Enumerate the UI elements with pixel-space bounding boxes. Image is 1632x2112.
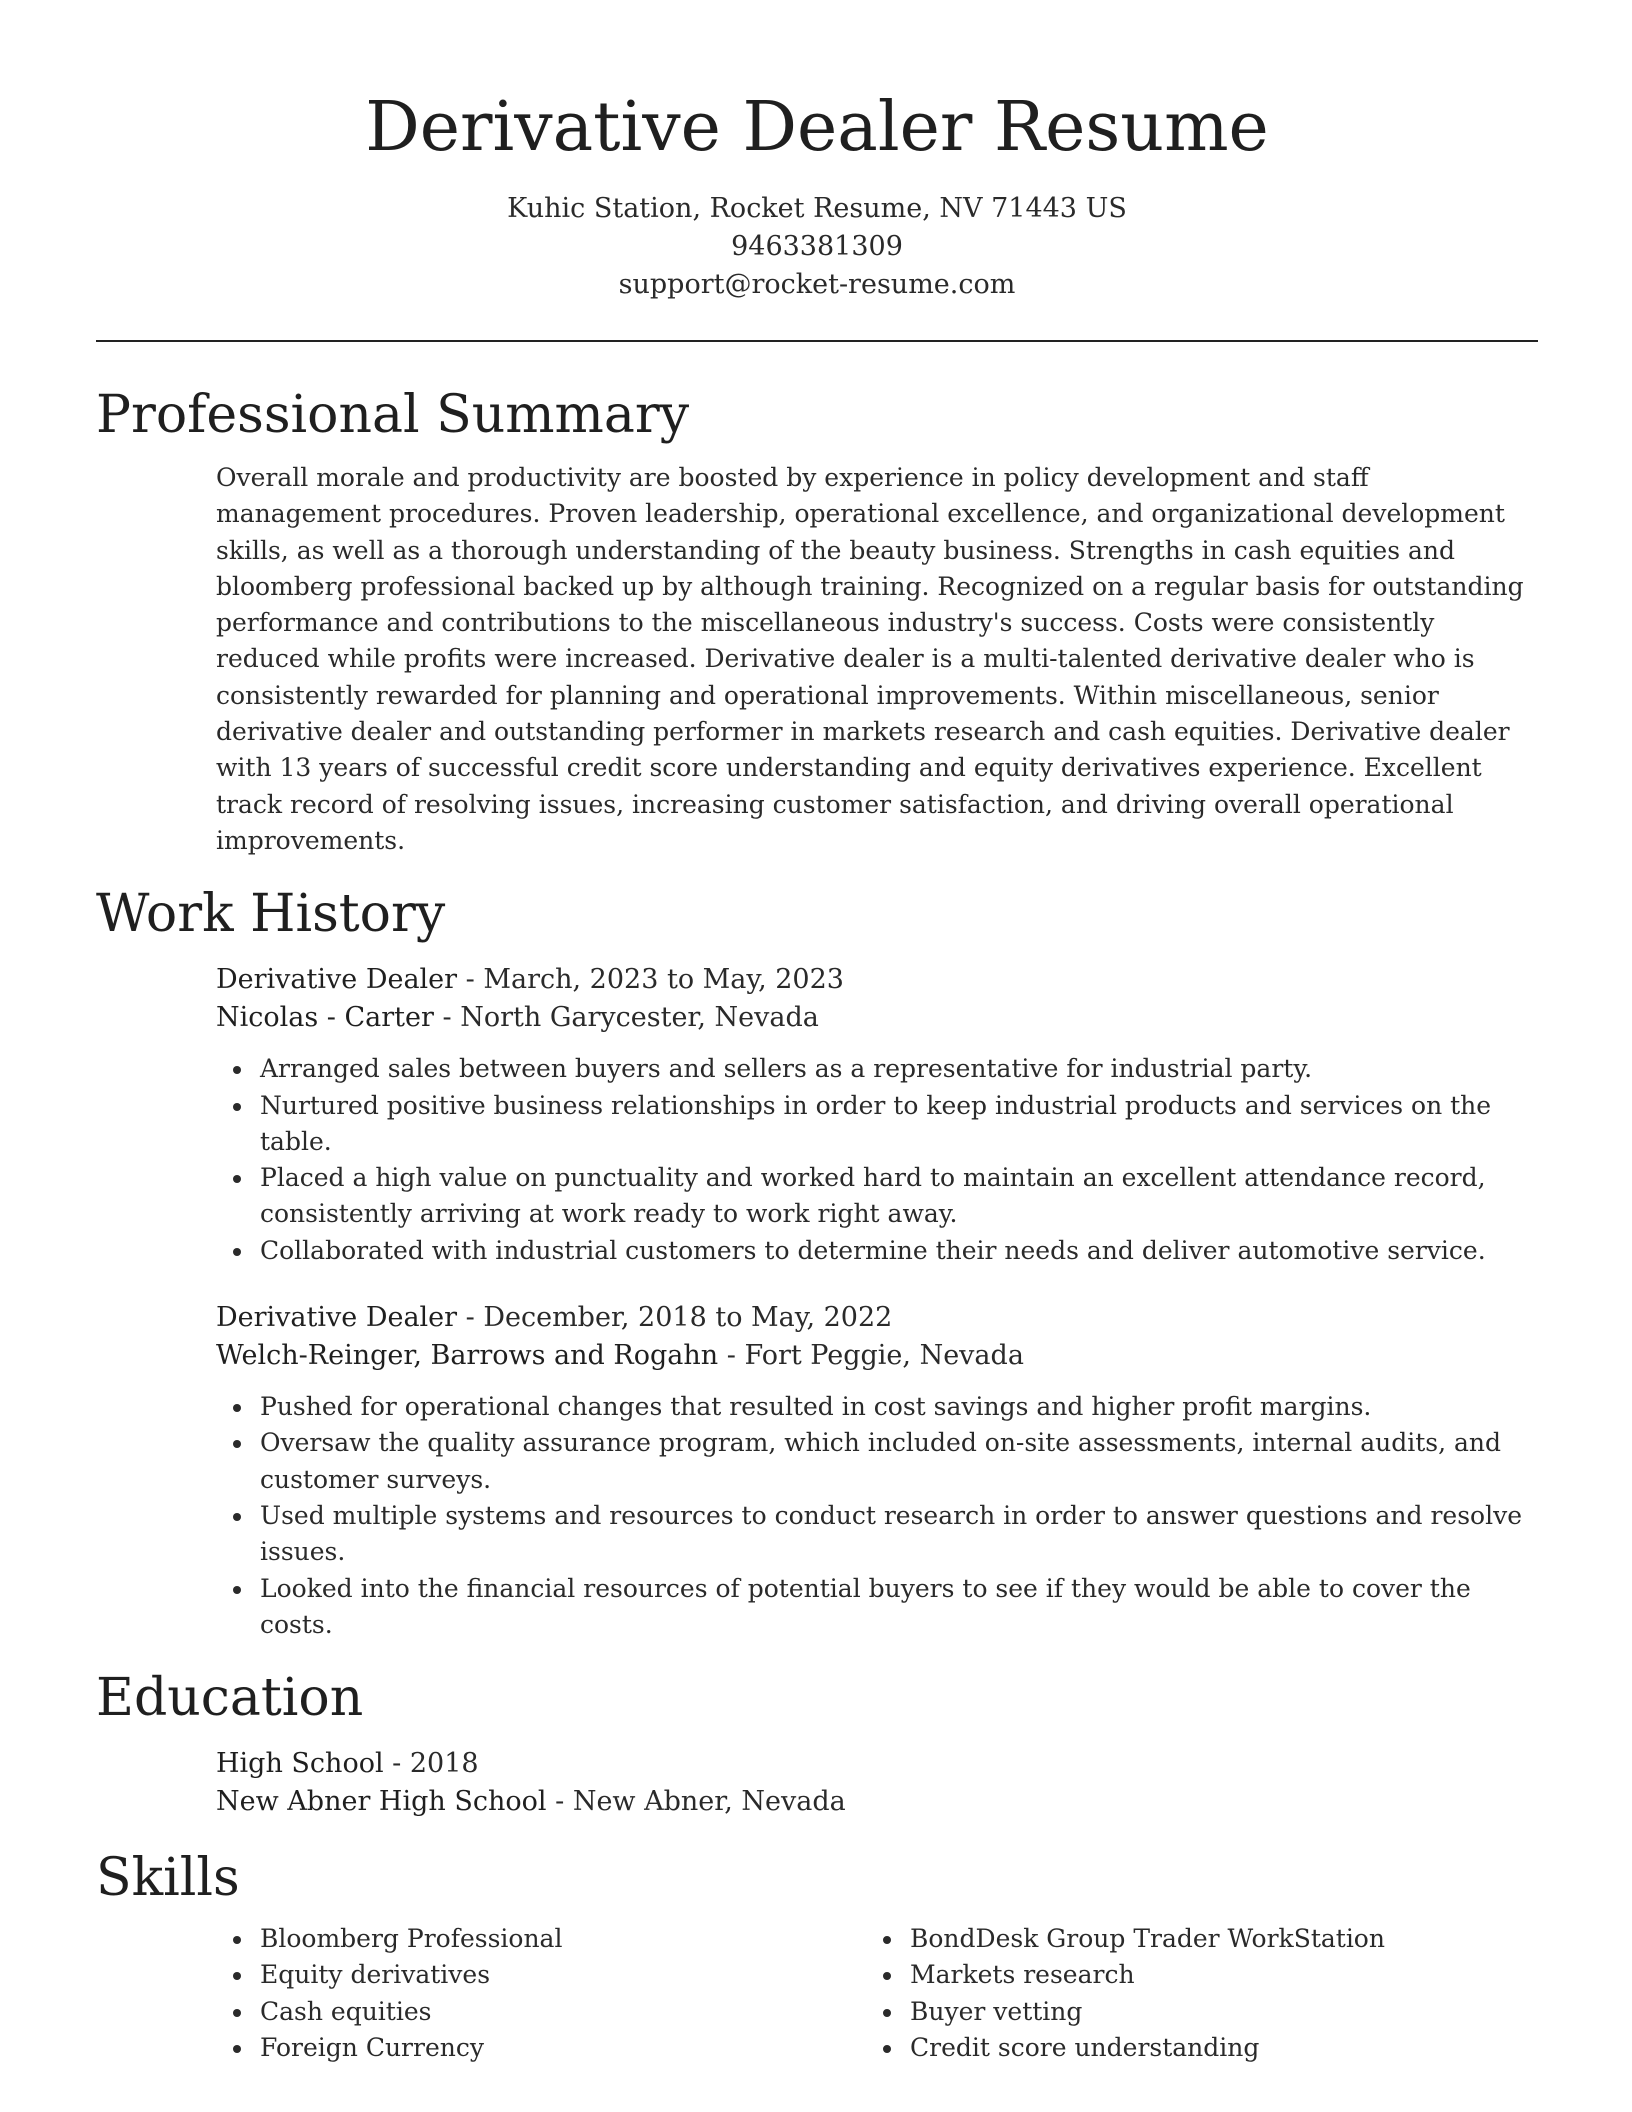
list-item: Collaborated with industrial customers to determine their needs and deliver automotive service. (216, 1233, 1538, 1269)
education-heading: Education (96, 1668, 364, 1729)
list-item: Oversaw the quality assurance program, which included on-site assessments, internal audits, and customer surveys. (216, 1425, 1538, 1498)
skill-item: Cash equities (216, 1994, 866, 2030)
work-heading: Work History (96, 884, 446, 945)
education-entry (216, 1745, 1538, 1821)
summary-section (96, 382, 1538, 859)
skill-item: Buyer vetting (866, 1994, 1516, 2030)
job-title-line (216, 1299, 1538, 1337)
education-year: - 2018 (383, 1748, 479, 1780)
skills-column-right (866, 1921, 1516, 2066)
work-section (96, 881, 1538, 1643)
job-title-line (216, 961, 1538, 999)
header-divider (96, 340, 1538, 342)
job-company: Welch-Reinger, Barrows and Rogahn (216, 1340, 719, 1372)
skill-item: Foreign Currency (216, 2030, 866, 2066)
job-bullets (216, 1051, 1538, 1269)
contact-address: Kuhic Station, Rocket Resume, NV 71443 US (507, 193, 1127, 224)
skills-column-left (216, 1921, 866, 2066)
skill-item: Credit score understanding (866, 2030, 1516, 2066)
contact-phone: 9463381309 (731, 231, 903, 262)
skill-item: Bloomberg Professional (216, 1921, 866, 1957)
contact-block (96, 190, 1538, 304)
skills-grid (216, 1921, 1538, 2066)
resume-page (96, 0, 1538, 2066)
job-dates: - December, 2018 to May, 2022 (457, 1302, 893, 1334)
job-company-line (216, 1337, 1538, 1375)
list-item: Nurtured positive business relationships in order to keep industrial products and services on the table. (216, 1088, 1538, 1161)
education-section (96, 1665, 1538, 1821)
job-bullets (216, 1389, 1538, 1643)
job-entry (216, 961, 1538, 1269)
job-location: - North Garycester, Nevada (433, 1002, 819, 1034)
list-item: Looked into the financial resources of potential buyers to see if they would be able to cover the costs. (216, 1571, 1538, 1644)
skill-item: Markets research (866, 1957, 1516, 1993)
summary-heading: Professional Summary (96, 385, 690, 445)
summary-text: Overall morale and productivity are boosted by experience in policy development and staff management procedures. Proven leadership, operational excellence, and organizational development skills, as well as a thorough understanding of the beauty business. Strengths in cash equities and bloomberg professional backed up by although training. Recognized on a regular basis for outstanding performance and contributions to the miscellaneous industry's success. Costs were consistently reduced while profits were increased. Derivative dealer is a multi-talented derivative dealer who is consistently rewarded for planning and operational improvements. Within miscellaneous, senior derivative dealer and outstanding performer in markets research and cash equities. Derivative dealer with 13 years of successful credit score understanding and equity derivatives experience. Excellent track record of resolving issues, increasing customer satisfaction, and driving overall operational improvements. (216, 463, 1524, 855)
job-role: Derivative Dealer (216, 1302, 458, 1334)
education-school-line (216, 1783, 1538, 1821)
education-degree-line (216, 1745, 1538, 1783)
list-item: Placed a high value on punctuality and worked hard to maintain an excellent attendance record, consistently arriving at work ready to work right away. (216, 1160, 1538, 1233)
education-location: - New Abner, Nevada (546, 1786, 846, 1818)
resume-header (96, 0, 1538, 304)
education-degree: High School (216, 1748, 384, 1780)
skills-heading: Skills (96, 1848, 240, 1909)
list-item: Used multiple systems and resources to conduct research in order to answer questions and resolve issues. (216, 1498, 1538, 1571)
education-school: New Abner High School (216, 1786, 547, 1818)
job-entry (216, 1299, 1538, 1643)
list-item: Pushed for operational changes that resulted in cost savings and higher profit margins. (216, 1389, 1538, 1425)
skills-section (96, 1845, 1538, 2066)
job-role: Derivative Dealer (216, 964, 458, 996)
contact-email: support@rocket-resume.com (618, 269, 1016, 300)
job-company: Nicolas - Carter (216, 1002, 434, 1034)
skill-item: Equity derivatives (216, 1957, 866, 1993)
resume-title: Derivative Dealer Resume (365, 88, 1269, 167)
job-company-line (216, 999, 1538, 1037)
job-location: - Fort Peggie, Nevada (718, 1340, 1024, 1372)
job-dates: - March, 2023 to May, 2023 (457, 964, 844, 996)
skill-item: BondDesk Group Trader WorkStation (866, 1921, 1516, 1957)
list-item: Arranged sales between buyers and sellers as a representative for industrial party. (216, 1051, 1538, 1087)
